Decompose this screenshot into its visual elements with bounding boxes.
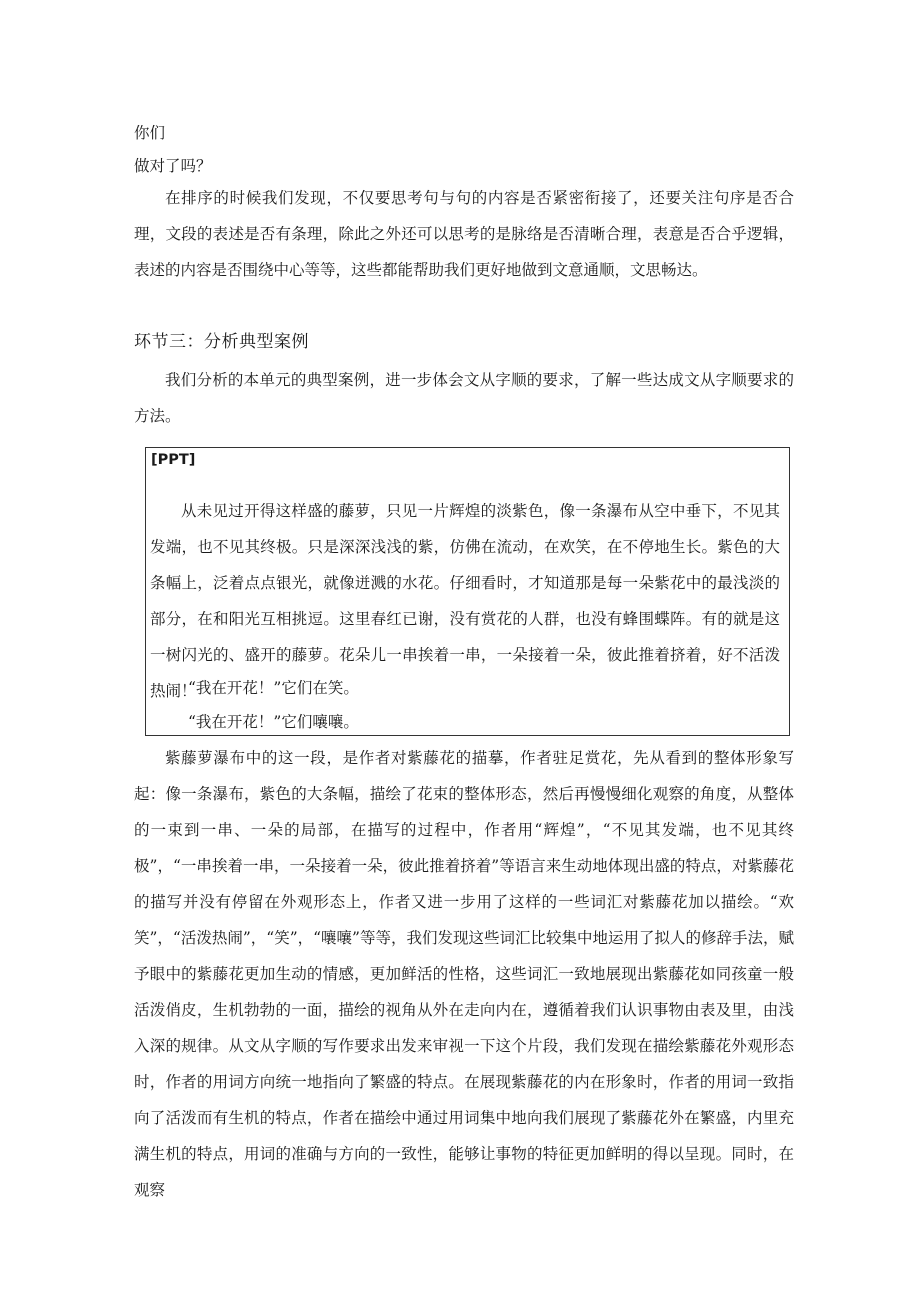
ppt-excerpt-text: 从未见过开得这样盛的藤萝，只见一片辉煌的淡紫色，像一条瀑布从空中垂下，不见其发端，也不见其终极。只是深深浅浅的紫，仿佛在流动，在欢笑，在不停地生长。紫色的大条幅上，泛着点点银光，就像迸溅的水花。仔细看时，才知道那是每一朵紫花中的最浅淡的部分，在和阳光互相挑逗。这里春红已谢，没有赏花的人群，也没有蜂围蝶阵。有的就是这一树闪光的、盛开的藤萝。花朵儿一串挨着一串，一朵接着一朵，彼此推着挤着，好不活泼热闹！ [150,502,780,700]
ppt-quote-2: “我在开花！”它们嚷嚷。 [188,713,359,731]
paragraph-intro-case: 我们分析的本单元的典型案例，进一步体会文从字顺的要求，了解一些达成文从字顺要求的方法。 [134,371,794,425]
intro-line-2: 做对了吗？ [134,157,212,175]
paragraph-ordering: 在排序的时候我们发现，不仅要思考句与句的内容是否紧密衔接了，还要关注句序是否合理，文段的表述是否有条理，除此之外还可以思考的是脉络是否清晰合理，表意是否合乎逻辑，表述的内容是否围绕中心等等，这些都能帮助我们更好地做到文意通顺，文思畅达。 [134,189,794,279]
ppt-quote-1: “我在开花！”它们在笑。 [188,679,359,697]
ppt-excerpt-box [145,447,790,736]
ppt-label: [PPT] [151,452,196,468]
section-heading: 环节三：分析典型案例 [134,332,309,352]
intro-line-1: 你们 [134,124,166,142]
paragraph-analysis: 紫藤萝瀑布中的这一段，是作者对紫藤花的描摹，作者驻足赏花，先从看到的整体形象写起：像一条瀑布，紫色的大条幅，描绘了花束的整体形态，然后再慢慢细化观察的角度，从整体的一束到一串、一朵的局部，在描写的过程中，作者用“辉煌”，“不见其发端，也不见其终极”，“一串挨着一串，一朵接着一朵，彼此推着挤着”等语言来生动地体现出盛的特点，对紫藤花的描写并没有停留在外观形态上，作者又进一步用了这样的一些词汇对紫藤花加以描绘。“欢笑”，“活泼热闹”，“笑”，“嚷嚷”等等，我们发现这些词汇比较集中地运用了拟人的修辞手法，赋予眼中的紫藤花更加生动的情感，更加鲜活的性格，这些词汇一致地展现出紫藤花如同孩童一般活泼俏皮，生机勃勃的一面，描绘的视角从外在走向内在，遵循着我们认识事物由表及里，由浅入深的规律。从文从字顺的写作要求出发来审视一下这个片段，我们发现在描绘紫藤花外观形态时，作者的用词方向统一地指向了繁盛的特点。在展现紫藤花的内在形象时，作者的用词一致指向了活泼而有生机的特点，作者在描绘中通过用词集中地向我们展现了紫藤花外在繁盛，内里充满生机的特点，用词的准确与方向的一致性，能够让事物的特征更加鲜明的得以呈现。同时，在观察 [134,749,794,1199]
